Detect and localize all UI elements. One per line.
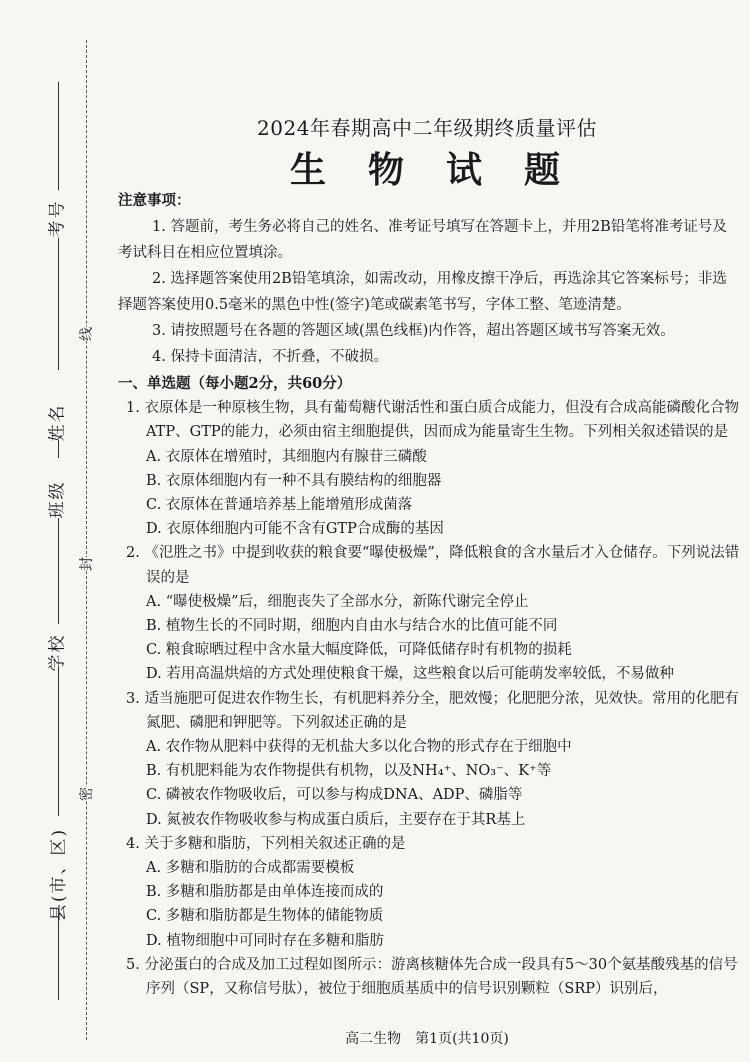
question-option: B. 有机肥料能为农作物提供有机物，以及NH₄⁺、NO₃⁻、K⁺等 <box>146 763 552 780</box>
question-stem: 5. 分泌蛋白的合成及加工过程如图所示：游离核糖体先合成一段具有5～30个氨基酸残基的信号序列（SP，又称信号肽），被位于细胞质基质中的信号识别颗粒（SRP）识别后， <box>126 956 738 998</box>
notice-block <box>118 188 738 370</box>
question-option: C. 磷被农作物吸收后，可以参与构成DNA、ADP、磷脂等 <box>146 787 523 804</box>
county-blank <box>58 666 59 816</box>
page-footer: 高二生物 第1页(共10页) <box>345 1031 509 1047</box>
binding-margin <box>0 0 118 1062</box>
question-option: A. 衣原体在增殖时，其细胞内有腺苷三磷酸 <box>146 448 427 465</box>
question-option: B. 植物生长的不同时期，细胞内自由水与结合水的比值可能不同 <box>146 618 558 635</box>
question-stem: 1. 衣原体是一种原核生物，具有葡萄糖代谢活性和蛋白质合成能力，但没有合成高能磷酸化合物ATP、GTP的能力，必须由宿主细胞提供，因而成为能量寄生生物。下列相关叙述错误的是 <box>126 400 739 441</box>
question-option: B. 多糖和脂肪都是由单体连接而成的 <box>146 884 384 901</box>
name-blank <box>58 238 59 370</box>
question-option: D. 植物细胞中可同时存在多糖和脂肪 <box>146 932 384 949</box>
exam-title: 2024年春期高中二年级期终质量评估 <box>257 116 597 140</box>
questions-block <box>118 372 740 1001</box>
question-option: D. 若用高温烘焙的方式处理使粮食干燥，这些粮食以后可能萌发率较低，不易做种 <box>146 666 674 683</box>
notice-item: 3. 请按照题号在各题的答题区域(黑色线框)内作答，超出答题区域书写答案无效。 <box>152 323 675 339</box>
county-blank-lower <box>58 908 59 1000</box>
question-stem: 4. 关于多糖和脂肪，下列相关叙述正确的是 <box>126 835 406 852</box>
mark-mi: 密 <box>74 787 98 801</box>
question-option: C. 衣原体在普通培养基上能增殖形成菌落 <box>146 497 413 514</box>
question-option: A. 多糖和脂肪的合成都需要模板 <box>146 860 355 877</box>
question-option: C. 多糖和脂肪都是生物体的储能物质 <box>146 908 384 925</box>
exam-number-blank <box>58 82 59 190</box>
question-stem: 2. 《氾胜之书》中提到收获的粮食要“曝使极燥”，降低粮食的含水量后才入仓储存。下列说法错误的是 <box>126 545 740 586</box>
question-stem: 3. 适当施肥可促进农作物生长，有机肥料养分全，肥效慢；化肥肥分浓，见效快。常用的化肥有氮肥、磷肥和钾肥等。下列叙述正确的是 <box>126 690 739 731</box>
name-label: 姓名 <box>47 403 68 442</box>
school-blank <box>58 518 59 624</box>
class-blank <box>58 440 59 458</box>
question-option: A. 农作物从肥料中获得的无机盐大多以化合物的形式存在于细胞中 <box>146 739 572 756</box>
exam-page <box>114 0 740 1062</box>
question-option: B. 衣原体细胞内有一种不具有膜结构的细胞器 <box>146 472 442 489</box>
section-title: 一、单选题（每小题2分，共60分） <box>118 375 352 392</box>
mark-xian: 线 <box>74 327 98 341</box>
exam-number-label: 考号 <box>47 199 68 238</box>
notice-item: 1. 答题前，考生务必将自己的姓名、准考证号填写在答题卡上，并用2B铅笔将准考证号及考试科目在相应位置填涂。 <box>118 219 727 261</box>
notice-item: 2. 选择题答案使用2B铅笔填涂，如需改动，用橡皮擦干净后，再选涂其它答案标号；非选择题答案使用0.5毫米的黑色中性(签字)笔或碳素笔书写，字体工整、笔迹清楚。 <box>118 271 727 313</box>
question-option: D. 氮被农作物吸收参与构成蛋白质后，主要存在于其R基上 <box>146 811 526 828</box>
notice-heading: 注意事项： <box>118 192 191 209</box>
question-option: A. “曝使极燥”后，细胞丧失了全部水分，新陈代谢完全停止 <box>146 593 529 610</box>
notice-item: 4. 保持卡面清洁，不折叠，不破损。 <box>152 349 388 365</box>
mark-feng: 封 <box>74 557 98 571</box>
county-label: 县(市、区) <box>49 827 70 922</box>
school-label: 学校 <box>47 633 68 672</box>
seal-dashed-line <box>86 40 87 1040</box>
question-option: C. 粮食晾晒过程中含水量大幅度降低，可降低储存时有机物的损耗 <box>146 642 572 659</box>
subject-title: 生物试题 <box>289 149 602 191</box>
question-option: D. 衣原体细胞内可能不含有GTP合成酶的基因 <box>146 521 444 538</box>
class-label: 班级 <box>47 480 68 519</box>
